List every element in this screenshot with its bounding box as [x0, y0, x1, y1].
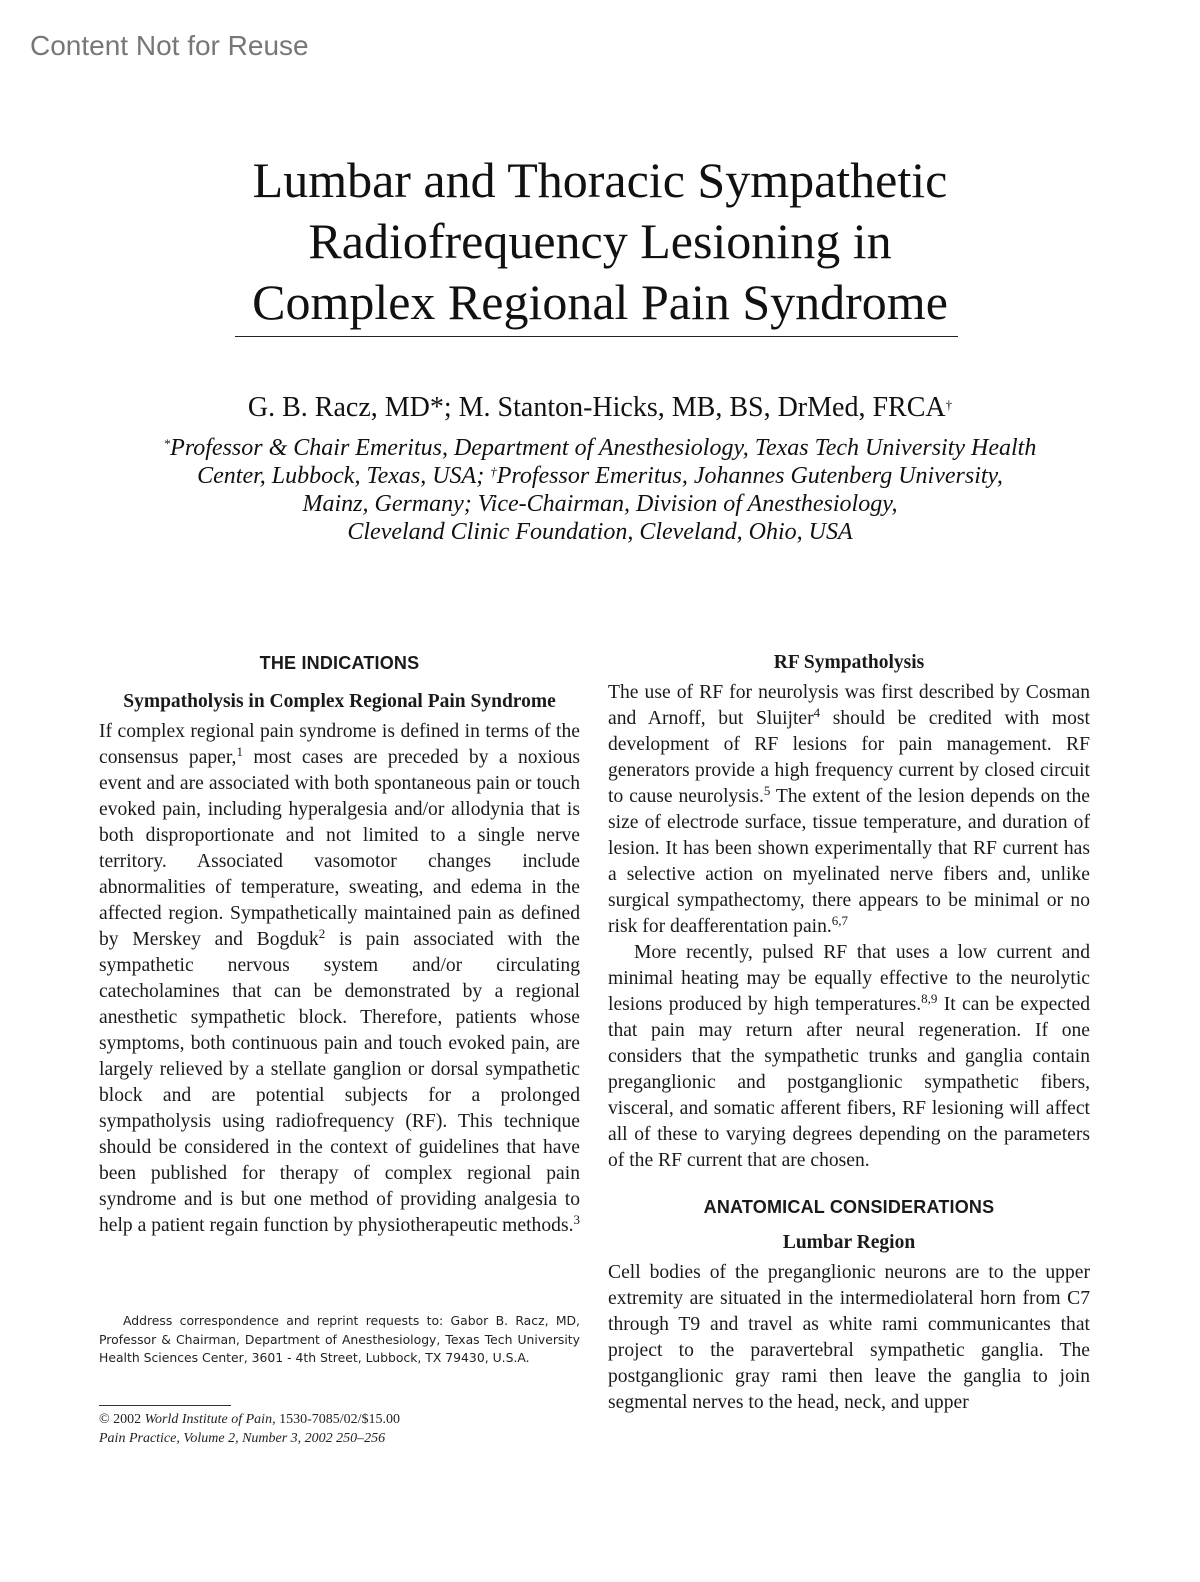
section-heading-indications: THE INDICATIONS — [259, 653, 420, 673]
footer-citation-block — [99, 1410, 400, 1448]
affiliation-line-4: Cleveland Clinic Foundation, Cleveland, Ohio, USA — [347, 519, 853, 545]
paragraph-lumbar-region: Cell bodies of the preganglionic neurons are to the upper extremity are situated in the intermediolateral horn from C7 through T9 and travel as white rami communicantes that project to the paravertebral sympathetic ganglia. The postganglionic gray rami then leave the ganglia to join segmental nerves to the head, neck, and upper — [608, 1262, 1090, 1413]
journal-citation: Pain Practice, Volume 2, Number 3, 2002 250–256 — [99, 1431, 386, 1446]
paragraph-rf-sympatholysis-2: More recently, pulsed RF that uses a low current and minimal heating may be equally effective to the neurolytic lesions produced by high temperatures.$^{8,9}$ It can be expected that pain may return after neural regeneration. If one considers that the sympathetic trunks and ganglia contain preganglionic and postganglionic sympathetic fibers, visceral, and somatic afferent fibers, RF lesioning will affect all of these to varying degrees depending on the parameters of the RF current that are chosen. — [608, 942, 1090, 1171]
title-rule — [235, 336, 958, 337]
right-column — [608, 650, 1090, 1416]
left-column — [99, 650, 580, 1239]
correspondence-note: Address correspondence and reprint requests to: Gabor B. Racz, MD, Professor & Chairman, Department of Anesthesiology, Texas Tech University Health Sciences Center, 3601 - 4th Street, Lubbock, TX 79430, U.S.A. — [99, 1313, 580, 1365]
affiliation-line-1: *Professor & Chair Emeritus, Department of Anesthesiology, Texas Tech University Health — [163, 435, 1037, 461]
author-dagger-mark: † — [945, 397, 953, 412]
author-line — [0, 392, 1200, 424]
article-title-line-2: Radiofrequency Lesioning in — [308, 213, 892, 269]
paragraph-indications: If complex regional pain syndrome is defined in terms of the consensus paper,$^1$ most cases are preceded by a noxious event and are associated with both spontaneous pain or touch evoked pain, including hyperalgesia and/or allodynia that is both disproportionate and not limited to a single nerve territory. Associated vasomotor changes include abnormalities of temperature, sweating, and edema in the affected region. Sympathetically maintained pain as defined by Merskey and Bogduk$^2$ is pain associated with the sympathetic nervous system and/or circulating catecholamines that can be demonstrated by a regional anesthetic sympathetic block. Therefore, patients whose symptoms, both continuous pain and touch evoked pain, are largely relieved by a stellate ganglion or dorsal sympathetic block and are potential subjects for a prolonged sympatholysis using radiofrequency (RF). This technique should be considered in the context of guidelines that have been published for therapy of complex regional pain syndrome and is but one method of providing analgesia to help a patient regain function by physiotherapeutic methods.$^3$ — [99, 721, 581, 1236]
affiliations — [60, 434, 1140, 546]
affiliation-line-2: Center, Lubbock, Texas, USA; †Professor Emeritus, Johannes Gutenberg University, — [197, 463, 1003, 489]
author-stanton-hicks: M. Stanton-Hicks, MB, BS, DrMed, FRCA — [458, 392, 946, 423]
reference-5: 5 — [763, 783, 771, 798]
reference-1: 1 — [236, 744, 243, 759]
affiliation-asterisk-mark: * — [163, 436, 171, 451]
copyright-line: © 2002 World Institute of Pain, 1530-7085/02/$15.00 — [99, 1412, 401, 1427]
subheading-rf-sympatholysis: RF Sympatholysis — [773, 652, 925, 673]
section-heading-anatomical: ANATOMICAL CONSIDERATIONS — [703, 1197, 995, 1217]
paragraph-rf-sympatholysis-1: The use of RF for neurolysis was first described by Cosman and Arnoff, but Sluijter$^4$ should be credited with most development of RF lesions for pain management. RF generators provide a high frequency current by closed circuit to cause neurolysis.$^5$ The extent of the lesion depends on the size of electrode surface, tissue temperature, and duration of lesion. It has been shown experimentally that RF current has a selective action on myelinated nerve fibers and, unlike surgical sympathectomy, there appears to be minimal or no risk for deafferentation pain.$^{6,7}$ — [608, 682, 1090, 937]
article-title-line-1: Lumbar and Thoracic Sympathetic — [252, 152, 948, 208]
subheading-sympatholysis: Sympatholysis in Complex Regional Pain Syndrome — [123, 691, 556, 712]
reference-8-9: 8,9 — [921, 991, 938, 1006]
reference-2: 2 — [318, 926, 326, 941]
affiliation-line-3: Mainz, Germany; Vice-Chairman, Division of Anesthesiology, — [302, 491, 898, 517]
subheading-lumbar-region: Lumbar Region — [782, 1232, 916, 1253]
reference-6-7: 6,7 — [831, 913, 849, 928]
footnote-rule — [99, 1405, 231, 1406]
article-title-line-3: Complex Regional Pain Syndrome — [252, 274, 948, 330]
watermark: Content Not for Reuse — [30, 30, 309, 61]
reference-3: 3 — [573, 1212, 580, 1227]
author-racz: G. B. Racz, MD*; — [247, 392, 459, 423]
article-title-block — [0, 150, 1200, 333]
reference-4: 4 — [813, 705, 821, 720]
affiliation-dagger-mark: † — [490, 464, 497, 479]
